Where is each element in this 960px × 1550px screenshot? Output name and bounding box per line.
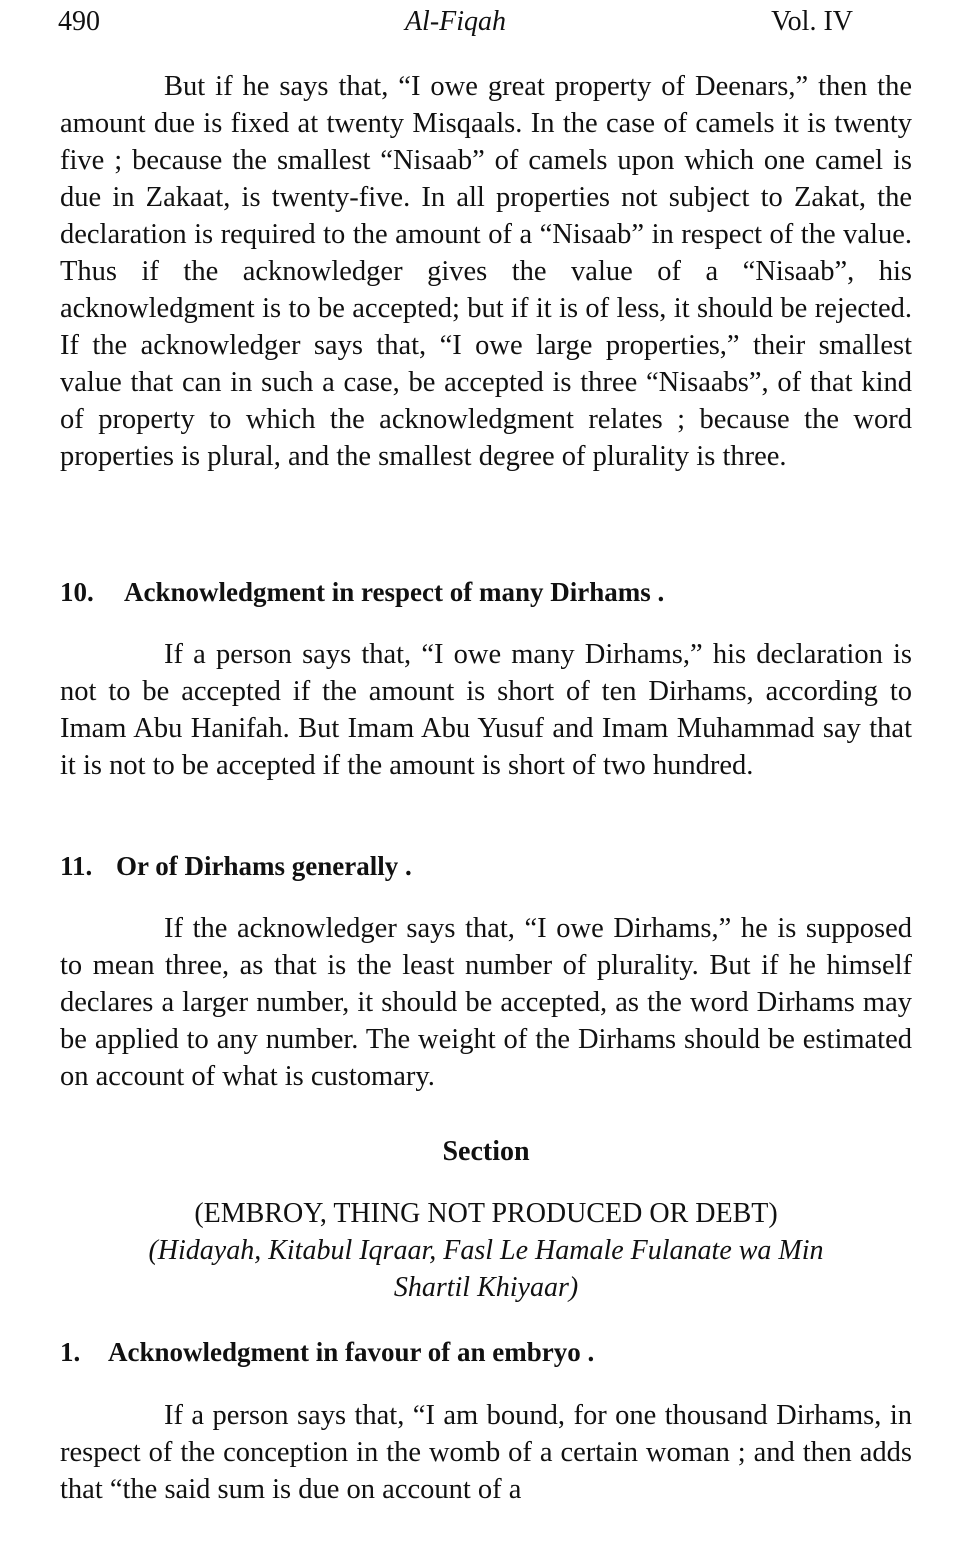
page-header bbox=[58, 4, 853, 44]
paragraph-many-dirhams bbox=[60, 636, 912, 784]
section-subtitle: (EMBROY, THING NOT PRODUCED OR DEBT) bbox=[194, 1198, 778, 1229]
paragraph-text: If a person says that, “I owe many Dirhams,” his declaration is not to be accepted if the amount is short of ten Dirhams, according to Imam Abu Hanifah. But Imam Abu Yusuf and Imam Muhammad say that it is not to be accepted if the amount is short of two hundred. bbox=[60, 639, 912, 781]
page-number: 490 bbox=[58, 6, 100, 37]
section-reference-line-1: (Hidayah, Kitabul Iqraar, Fasl Le Hamale Fulanate wa Min bbox=[148, 1235, 824, 1266]
heading-embryo bbox=[60, 1334, 912, 1370]
paragraph-embryo bbox=[60, 1397, 912, 1508]
heading-number: 1. bbox=[60, 1337, 81, 1367]
paragraph-deenars bbox=[60, 68, 912, 475]
heading-dirhams-generally bbox=[60, 848, 912, 884]
heading-number: 10. bbox=[60, 577, 94, 607]
paragraph-text: But if he says that, “I owe great property of Deenars,” then the amount due is fixed at twenty Misqaals. In the case of camels it is twenty five ; because the smallest “Nisaab” of camels upon which one camel is due in Zakaat, is twenty-five. In all properties not subject to Zakat, the declaration is required to the amount of a “Nisaab” in respect of the value. Thus if the acknowledger gives the value of a “Nisaab”, his acknowledgment is to be accepted; but if it is of less, it should be rejected. If the acknowledger says that, “I owe large properties,” their smallest value that can in such a case, be accepted is three “Nisaabs”, of that kind of property to which the acknowledgment relates ; because the word properties is plural, and the smallest degree of plurality is three. bbox=[60, 71, 912, 472]
heading-text: Acknowledgment in respect of many Dirhams . bbox=[124, 577, 665, 607]
heading-text: Or of Dirhams generally . bbox=[116, 851, 412, 881]
heading-many-dirhams bbox=[60, 574, 912, 610]
paragraph-text: If the acknowledger says that, “I owe Dirhams,” he is supposed to mean three, as that is the least number of plurality. But if he himself declares a larger number, it should be accepted, as the word Dirhams may be applied to any number. The weight of the Dirhams should be estimated on account of what is customary. bbox=[60, 913, 912, 1092]
paragraph-text: If a person says that, “I am bound, for one thousand Dirhams, in respect of the conception in the womb of a certain woman ; and then adds that “the said sum is due on account of a bbox=[60, 1400, 912, 1505]
volume-label: Vol. IV bbox=[771, 6, 853, 37]
section-reference-line-2: Shartil Khiyaar) bbox=[393, 1272, 579, 1303]
paragraph-dirhams-generally bbox=[60, 910, 912, 1095]
heading-number: 11. bbox=[60, 851, 93, 881]
book-title: Al-Fiqah bbox=[404, 6, 507, 37]
heading-text: Acknowledgment in favour of an embryo . bbox=[108, 1337, 595, 1367]
section-label: Section bbox=[442, 1136, 530, 1167]
